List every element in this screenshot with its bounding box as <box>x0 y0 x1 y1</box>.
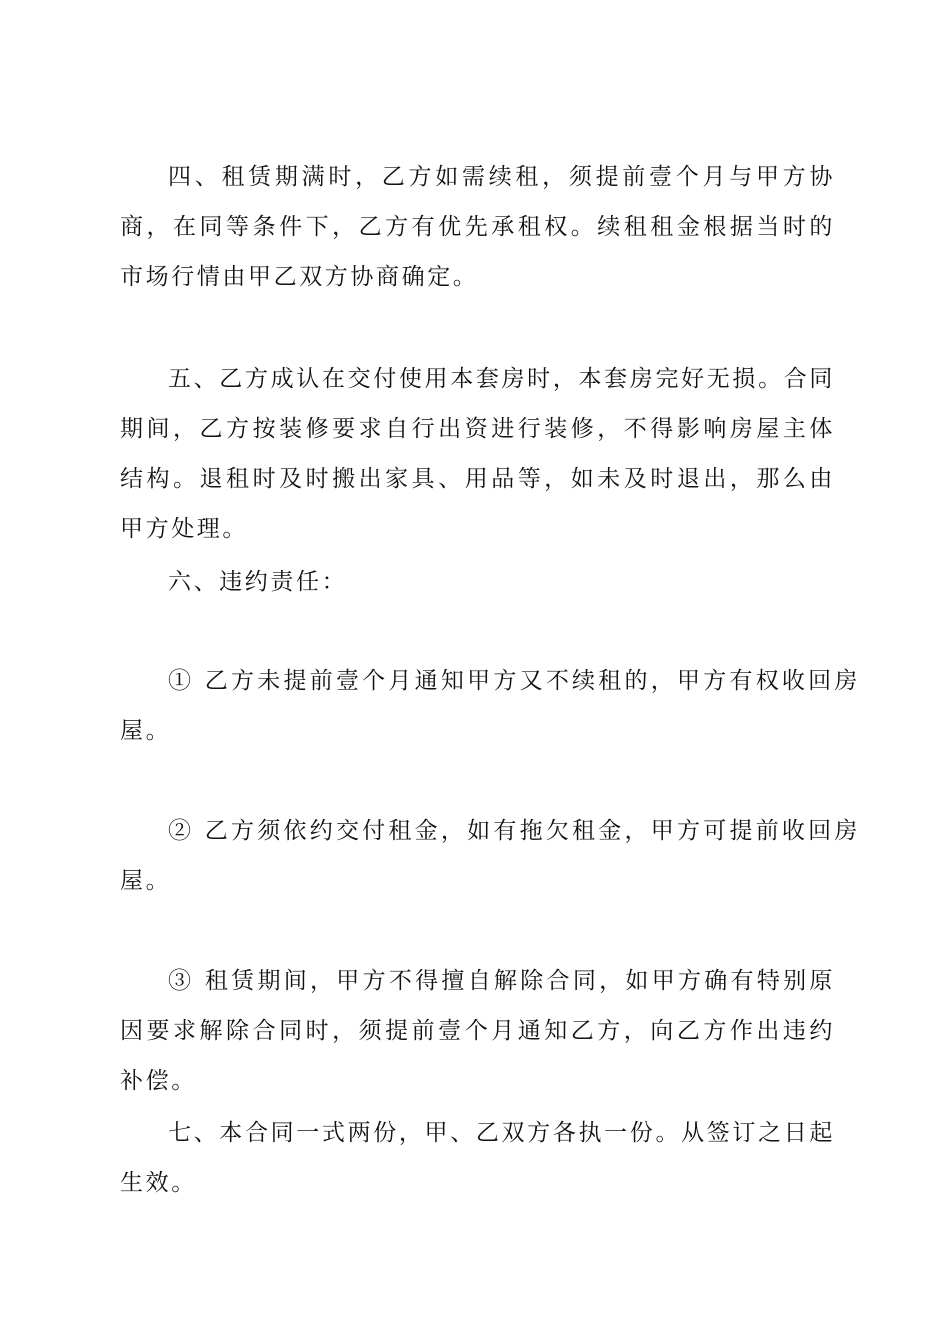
clause-7-copies: 七、本合同一式两份，甲、乙双方各执一份。从签订之日起生效。 <box>120 1120 835 1196</box>
clause-5-condition: 五、乙方成认在交付使用本套房时，本套房完好无损。合同期间，乙方按装修要求自行出资进行装修，不得影响房屋主体结构。退租时及时搬出家具、用品等，如未及时退出，那么由甲方处理。 <box>120 366 835 542</box>
clause-6-item-2: ② 乙方须依约交付租金，如有拖欠租金，甲方可提前收回房屋。 <box>120 818 860 894</box>
clause-6-item-1: ① 乙方未提前壹个月通知甲方又不续租的，甲方有权收回房屋。 <box>120 668 860 744</box>
clause-6-heading: 六、违约责任： <box>168 569 348 595</box>
clause-4-renewal: 四、租赁期满时，乙方如需续租，须提前壹个月与甲方协商，在同等条件下，乙方有优先承租权。续租租金根据当时的市场行情由甲乙双方协商确定。 <box>120 164 835 290</box>
clause-6-item-3: ③ 租赁期间，甲方不得擅自解除合同，如甲方确有特别原因要求解除合同时，须提前壹个月通知乙方，向乙方作出违约补偿。 <box>120 968 835 1094</box>
